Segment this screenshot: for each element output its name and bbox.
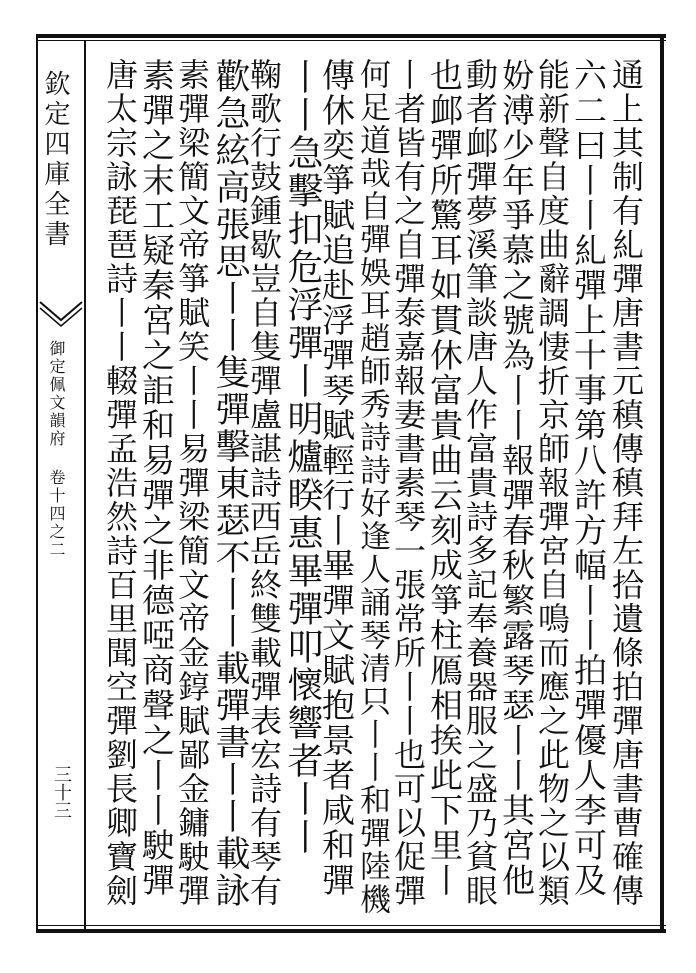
text-column-5: 動者䘏彈夢溪筆談唐人作富貴詩多記奉養器服之盛乃貧眼 [461, 58, 499, 908]
text-column-11: 鞠歌行鼓鍾歇豈自隻彈盧諶詩西岳終雙載彈表宏詩有琴有 [245, 58, 283, 908]
text-column-4: 妢溥少年爭慕之號為丨丨報彈春秋繁露琴瑟丨丨其宮他 [497, 58, 536, 898]
text-column-13: 素彈梁簡文帝箏賦笑丨丨易彈梁簡文帝金錞賦鄙金鏞駛彈 [173, 58, 211, 908]
text-column-8: 何足道哉自彈娛耳趙師秀詩詩好逢人誦琴清只丨丨和彈陸機 [354, 58, 390, 916]
book-title: 欽定四庫全書 [40, 70, 70, 250]
text-column-14: 素彈之末工疑秦宮之詎和易彈之非德啞商聲之丨丨駛彈 [137, 58, 176, 898]
text-column-7: 丨者皆有之自彈泰嘉報妻書素琴一張常所丨丨也可以促彈 [389, 58, 427, 908]
text-column-3: 能新聲自度曲辭調悽折京師報彈宮自鳴而應之此物之以類 [533, 58, 571, 908]
text-column-12: 歡急絃高張思丨丨隻彈擊東瑟不丨丨載彈書丨丨載詠 [210, 58, 250, 909]
page-border-left [36, 34, 38, 933]
text-column-9: 傳休奕箏賦追赴浮彈琴賦輕行丨畢彈文賦抱景者咸和彈 [317, 58, 356, 898]
text-column-1: 通上其制有糺彈唐書元稹傳稹拜左拾遺條拍彈唐書曹確傳 [607, 58, 645, 908]
text-column-6: 也䘏彈所驚耳如貫休富貴曲云刻成箏柱鴈相挨此下里丨 [425, 58, 464, 898]
page-border-top-inner [36, 40, 666, 41]
margin-divider [84, 40, 86, 929]
center-title: 御定佩文韻府 卷十四之二 [47, 340, 66, 559]
text-column-15: 唐太宗詠琵琶詩丨丨輟彈孟浩然詩百里聞空彈劉長卿寶劍 [101, 58, 139, 908]
fishtail-mark [38, 300, 84, 330]
page-border-bottom [36, 929, 666, 933]
page-border-bottom-inner [36, 925, 666, 926]
page-number: 三十三 [51, 765, 72, 819]
text-column-2: 六二曰丨丨糺彈上十事第八許方幅丨丨拍彈優人李可及 [569, 58, 608, 898]
text-column-10: 丨丨急擊扣危浮彈丨明爐睽惠畢彈叩懷響者丨丨 [282, 58, 323, 856]
page-border-top [36, 34, 666, 38]
page-border-right [660, 34, 664, 933]
